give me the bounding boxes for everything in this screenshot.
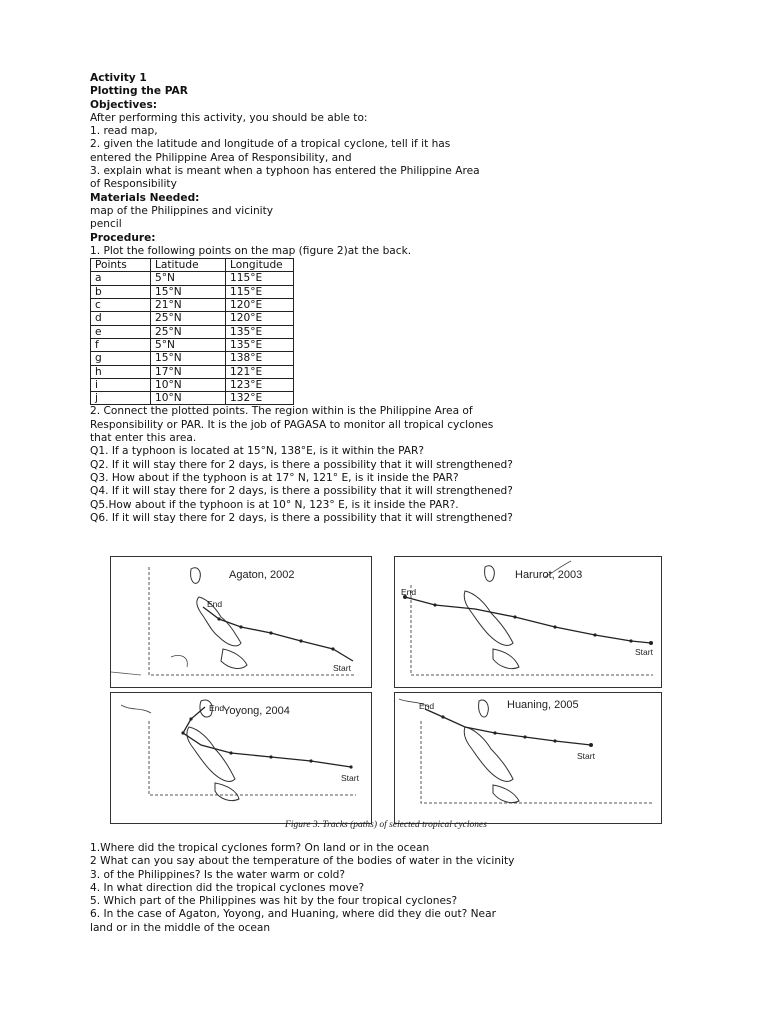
end-label: End xyxy=(207,599,223,609)
question-par: Q6. If it will stay there for 2 days, is there a possibility that it will strengthened? xyxy=(90,511,513,524)
table-cell: 25°N xyxy=(151,312,226,325)
table-cell: d xyxy=(91,312,151,325)
question-par: Q4. If it will stay there for 2 days, is there a possibility that it will strengthened? xyxy=(90,485,513,498)
objective-line: of Responsibility xyxy=(90,178,177,191)
question-track: 2 What can you say about the temperature of the bodies of water in the vicinity xyxy=(90,855,515,868)
activity-subtitle: Plotting the PAR xyxy=(90,85,188,98)
table-row xyxy=(91,378,294,391)
table-cell: 15°N xyxy=(151,352,226,365)
table-cell: g xyxy=(91,352,151,365)
activity-document xyxy=(90,72,570,525)
track-questions xyxy=(90,842,570,935)
table-cell: 5°N xyxy=(151,272,226,285)
table-row xyxy=(91,325,294,338)
question-track: 4. In what direction did the tropical cyclones move? xyxy=(90,881,365,894)
table-cell: 17°N xyxy=(151,365,226,378)
table-cell: 120°E xyxy=(226,312,294,325)
map-huaning xyxy=(395,693,661,819)
table-cell: b xyxy=(91,285,151,298)
procedure-heading: Procedure: xyxy=(90,231,156,244)
table-cell: a xyxy=(91,272,151,285)
table-cell: 120°E xyxy=(226,299,294,312)
material-item: pencil xyxy=(90,218,122,231)
map-panel-agaton xyxy=(110,556,372,688)
procedure-step-1: 1. Plot the following points on the map (figure 2)at the back. xyxy=(90,244,412,257)
cyclone-tracks-figure xyxy=(110,556,662,836)
map-panel-huaning xyxy=(394,692,662,824)
table-cell: i xyxy=(91,378,151,391)
panel-title: Huaning, 2005 xyxy=(507,699,579,711)
start-label: Start xyxy=(333,663,351,673)
panel-title: Agaton, 2002 xyxy=(229,569,295,581)
question-track: 5. Which part of the Philippines was hit by the four tropical cyclones? xyxy=(90,895,458,908)
table-cell: e xyxy=(91,325,151,338)
table-header: Longitude xyxy=(226,259,294,272)
objective-line: 3. explain what is meant when a typhoon has entered the Philippine Area xyxy=(90,165,480,178)
table-cell: 135°E xyxy=(226,325,294,338)
table-row xyxy=(91,285,294,298)
map-panel-harurot xyxy=(394,556,662,688)
question-par: Q2. If it will stay there for 2 days, is there a possibility that it will strengthened? xyxy=(90,458,513,471)
table-cell: 115°E xyxy=(226,285,294,298)
question-track: 6. In the case of Agaton, Yoyong, and Huaning, where did they die out? Near xyxy=(90,908,496,921)
procedure-step-2: 2. Connect the plotted points. The region within is the Philippine Area of xyxy=(90,405,473,418)
start-label: Start xyxy=(577,751,595,761)
figure-caption: Figure 3. Tracks (paths) of selected tropical cyclones xyxy=(285,820,487,830)
table-cell: 121°E xyxy=(226,365,294,378)
table-header-row xyxy=(91,259,294,272)
table-cell: 15°N xyxy=(151,285,226,298)
table-cell: 25°N xyxy=(151,325,226,338)
table-row xyxy=(91,365,294,378)
activity-title: Activity 1 xyxy=(90,72,147,84)
objective-line: 2. given the latitude and longitude of a tropical cyclone, tell if it has xyxy=(90,138,451,151)
table-cell: 123°E xyxy=(226,378,294,391)
table-row xyxy=(91,312,294,325)
table-cell: 115°E xyxy=(226,272,294,285)
objective-line: entered the Philippine Area of Responsibility, and xyxy=(90,151,352,164)
table-cell: 138°E xyxy=(226,352,294,365)
table-cell: h xyxy=(91,365,151,378)
objectives-intro: After performing this activity, you should be able to: xyxy=(90,111,368,124)
objective-line: 1. read map, xyxy=(90,125,158,138)
table-cell: f xyxy=(91,338,151,351)
table-cell: c xyxy=(91,299,151,312)
table-row xyxy=(91,392,294,405)
material-item: map of the Philippines and vicinity xyxy=(90,204,274,217)
table-row xyxy=(91,338,294,351)
question-par: Q1. If a typhoon is located at 15°N, 138°E, is it within the PAR? xyxy=(90,445,425,458)
table-row xyxy=(91,352,294,365)
procedure-step-2: Responsibility or PAR. It is the job of PAGASA to monitor all tropical cyclones xyxy=(90,418,494,431)
table-cell: 135°E xyxy=(226,338,294,351)
table-row xyxy=(91,272,294,285)
end-label: End xyxy=(401,587,417,597)
question-par: Q3. How about if the typhoon is at 17° N, 121° E, is it inside the PAR? xyxy=(90,471,459,484)
question-track: land or in the middle of the ocean xyxy=(90,921,271,934)
procedure-step-2: that enter this area. xyxy=(90,432,197,445)
table-cell: 132°E xyxy=(226,392,294,405)
table-header: Latitude xyxy=(151,259,226,272)
map-panel-yoyong xyxy=(110,692,372,824)
question-track: 1.Where did the tropical cyclones form? On land or in the ocean xyxy=(90,842,430,854)
objectives-heading: Objectives: xyxy=(90,98,158,111)
question-par: Q5.How about if the typhoon is at 10° N, 123° E, is it inside the PAR?. xyxy=(90,498,459,511)
question-track: 3. of the Philippines? Is the water warm or cold? xyxy=(90,868,345,881)
points-table xyxy=(90,258,294,405)
start-label: Start xyxy=(341,773,359,783)
end-label: End xyxy=(419,701,435,711)
table-row xyxy=(91,299,294,312)
table-cell: 10°N xyxy=(151,392,226,405)
table-cell: 10°N xyxy=(151,378,226,391)
table-cell: 21°N xyxy=(151,299,226,312)
table-header: Points xyxy=(91,259,151,272)
table-cell: 5°N xyxy=(151,338,226,351)
table-cell: j xyxy=(91,392,151,405)
panel-title: Yoyong, 2004 xyxy=(223,705,290,717)
panel-title: Harurot, 2003 xyxy=(515,569,583,581)
start-label: Start xyxy=(635,647,653,657)
materials-heading: Materials Needed: xyxy=(90,191,200,204)
end-label: End xyxy=(209,703,225,713)
